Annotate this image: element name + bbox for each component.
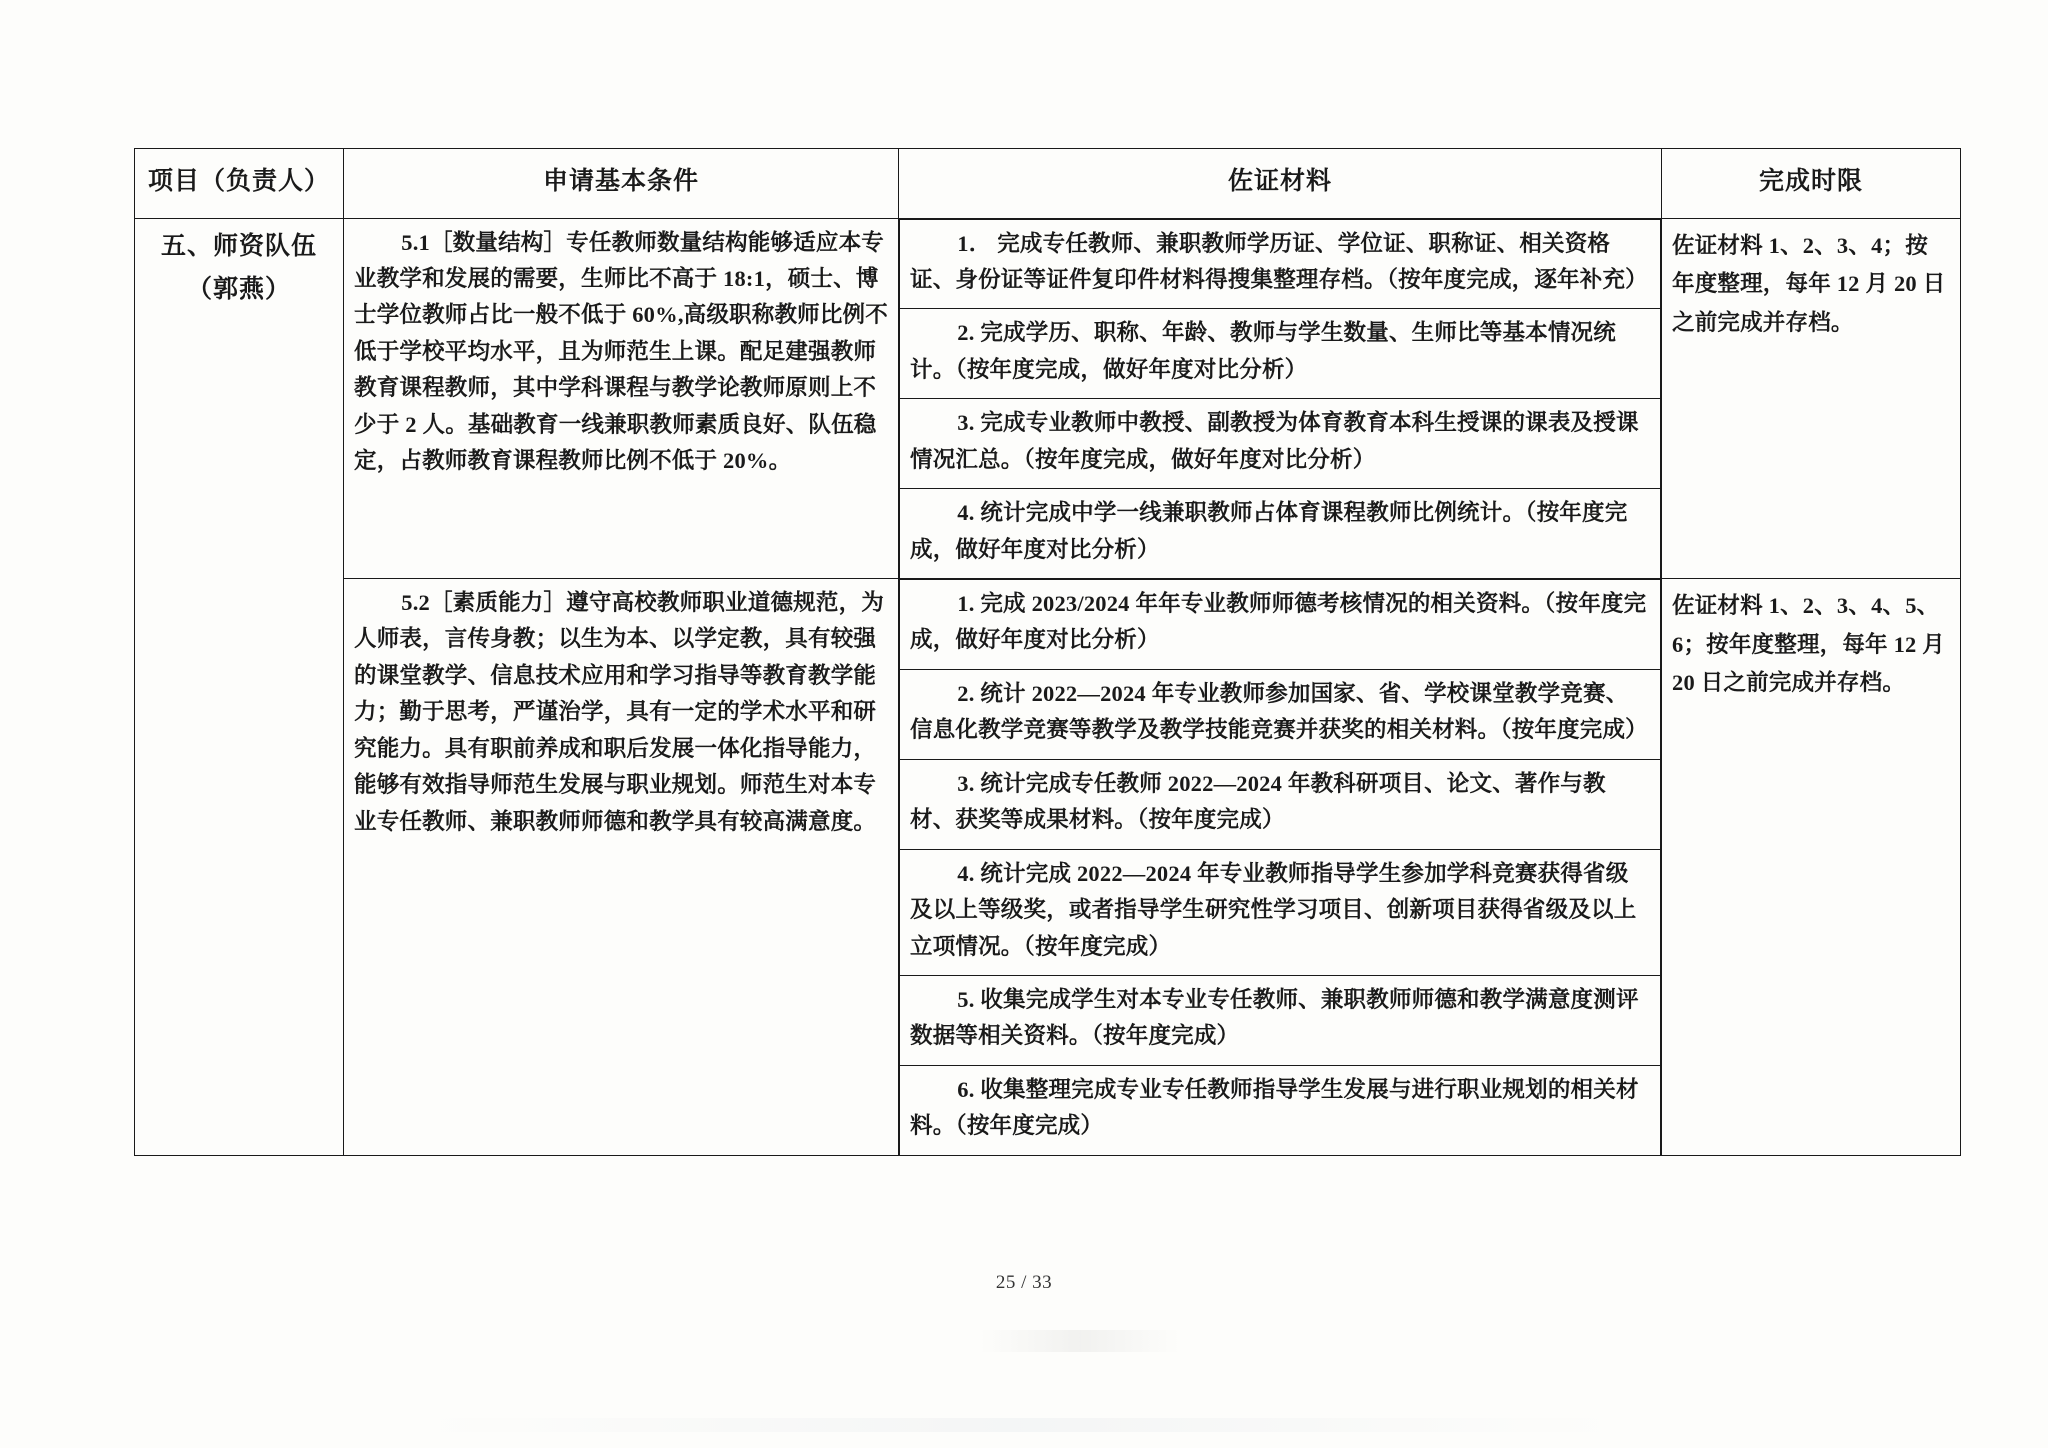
project-name-line2: （郭燕） bbox=[186, 276, 291, 304]
evidence-item bbox=[900, 580, 1661, 670]
deadline-text: 佐证材料 1、2、3、4；按年度整理，每年 12 月 20 日之前完成并存档。 bbox=[1672, 232, 1946, 335]
evidence-item bbox=[900, 669, 1661, 759]
column-header-project: 项目（负责人） bbox=[135, 149, 344, 219]
column-header-conditions: 申请基本条件 bbox=[344, 149, 899, 219]
evidence-item bbox=[900, 219, 1661, 309]
evidence-item-text: 4. 统计完成 2022—2024 年专业教师指导学生参加学科竞赛获得省级及以上等级奖，或者指导学生研究性学习项目、创新项目获得省级及以上立项情况。（按年度完成） bbox=[900, 849, 1661, 975]
watermark-footer bbox=[420, 1418, 1620, 1432]
requirements-table bbox=[134, 148, 1961, 1156]
table-header-row bbox=[135, 149, 1961, 219]
evidence-item bbox=[900, 975, 1661, 1065]
column-header-evidence: 佐证材料 bbox=[899, 149, 1662, 219]
table-row bbox=[135, 579, 1961, 1156]
evidence-item-text: 3. 统计完成专任教师 2022—2024 年教科研项目、论文、著作与教材、获奖等成果材料。（按年度完成） bbox=[900, 759, 1661, 849]
table-row bbox=[135, 218, 1961, 579]
conditions-text: 5.1［数量结构］专任教师数量结构能够适应本专业教学和发展的需要，生师比不高于 18:1，硕士、博士学位教师占比一般不低于 60%,高级职称教师比例不低于学校平均水平，且为师范生上课。配足建强教师教育课程教师，其中学科课程与教学论教师原则上不少于 2 人。基础教育一线兼职教师素质良好、队伍稳定，占教师教育课程教师比例不低于 20%。 bbox=[354, 229, 888, 474]
column-header-deadline: 完成时限 bbox=[1662, 149, 1961, 219]
evidence-item-text: 2. 统计 2022—2024 年专业教师参加国家、省、学校课堂教学竞赛、信息化教学竞赛等教学及教学技能竞赛并获奖的相关材料。（按年度完成） bbox=[900, 669, 1661, 759]
evidence-item bbox=[900, 849, 1661, 975]
cell-conditions-5-1 bbox=[344, 218, 899, 579]
evidence-item-text: 5. 收集完成学生对本专业专任教师、兼职教师师德和教学满意度测评数据等相关资料。（按年度完成） bbox=[900, 975, 1661, 1065]
evidence-item bbox=[900, 1065, 1661, 1154]
conditions-text: 5.2［素质能力］遵守高校教师职业道德规范，为人师表，言传身教；以生为本、以学定教，具有较强的课堂教学、信息技术应用和学习指导等教育教学能力；勤于思考，严谨治学，具有一定的学术水平和研究能力。具有职前养成和职后发展一体化指导能力，能够有效指导师范生发展与职业规划。师范生对本专业专任教师、兼职教师师德和教学具有较高满意度。 bbox=[354, 590, 884, 834]
evidence-item bbox=[900, 399, 1661, 489]
evidence-item-text: 2. 完成学历、职称、年龄、教师与学生数量、生师比等基本情况统计。（按年度完成，做好年度对比分析） bbox=[900, 309, 1661, 399]
evidence-item-text: 3. 完成专业教师中教授、副教授为体育教育本科生授课的课表及授课情况汇总。（按年度完成，做好年度对比分析） bbox=[900, 399, 1661, 489]
evidence-list-5-2 bbox=[899, 579, 1661, 1155]
cell-evidence-5-1 bbox=[899, 218, 1662, 579]
evidence-item-text: 1. 完成 2023/2024 年年专业教师师德考核情况的相关资料。（按年度完成，做好年度对比分析） bbox=[900, 580, 1661, 670]
cell-deadline-5-2 bbox=[1662, 579, 1961, 1156]
evidence-item bbox=[900, 489, 1661, 578]
evidence-item-text: 1． 完成专任教师、兼职教师学历证、学位证、职称证、相关资格证、身份证等证件复印件材料得搜集整理存档。（按年度完成，逐年补充） bbox=[900, 219, 1661, 309]
project-name-line1: 五、师资队伍 bbox=[160, 232, 317, 260]
evidence-list-5-1 bbox=[899, 219, 1661, 579]
evidence-item-text: 6. 收集整理完成专业专任教师指导学生发展与进行职业规划的相关材料。（按年度完成） bbox=[900, 1065, 1661, 1154]
cell-project-name bbox=[135, 218, 344, 1155]
deadline-text: 佐证材料 1、2、3、4、5、6；按年度整理，每年 12 月 20 日之前完成并存档。 bbox=[1672, 593, 1946, 696]
cell-deadline-5-1 bbox=[1662, 218, 1961, 579]
evidence-item bbox=[900, 759, 1661, 849]
table-body bbox=[135, 218, 1961, 1155]
evidence-item bbox=[900, 309, 1661, 399]
watermark-mark bbox=[980, 1330, 1180, 1352]
evidence-item-text: 4. 统计完成中学一线兼职教师占体育课程教师比例统计。（按年度完成，做好年度对比分析） bbox=[900, 489, 1661, 578]
cell-evidence-5-2 bbox=[899, 579, 1662, 1156]
table-header bbox=[135, 149, 1961, 219]
page-number: 25 / 33 bbox=[995, 1272, 1053, 1293]
cell-conditions-5-2 bbox=[344, 579, 899, 1156]
